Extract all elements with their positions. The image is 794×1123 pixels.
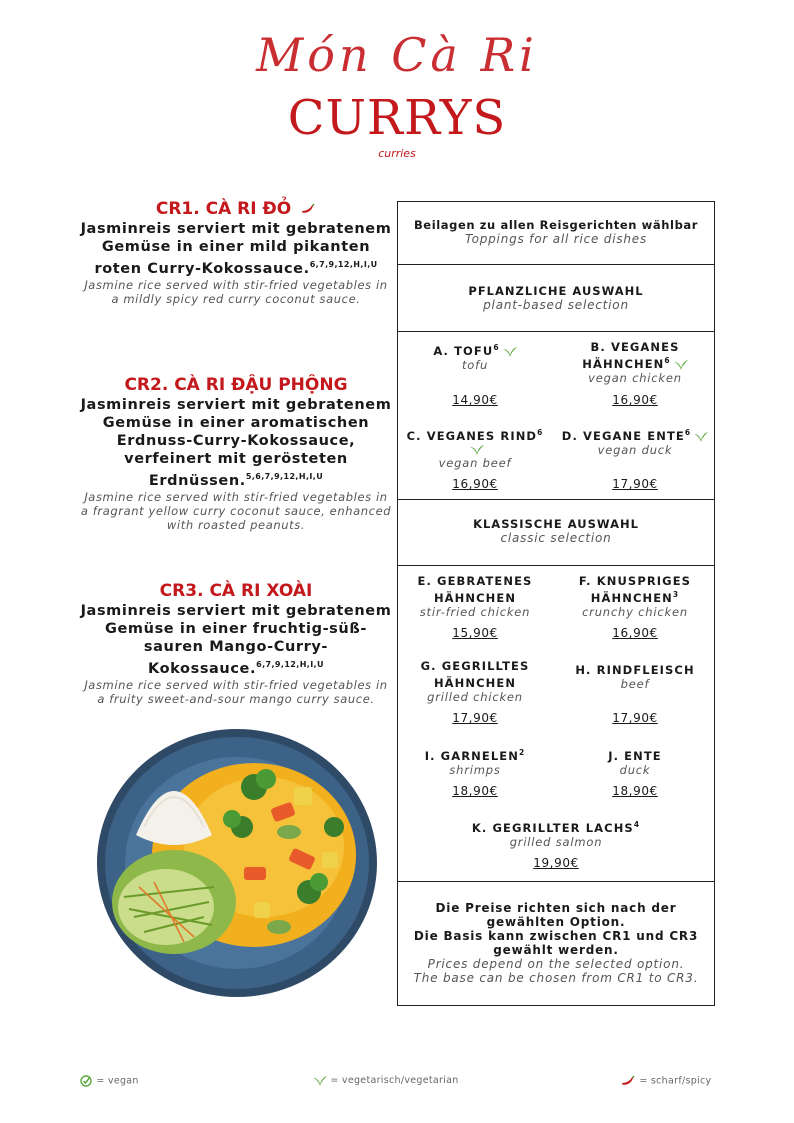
allergen-code: 6 (493, 343, 500, 352)
curry-name: CR2. CÀ RI ĐẬU PHỘNG (124, 375, 348, 395)
topping-price: 16,90€ (452, 477, 498, 491)
vegetarian-icon (503, 347, 517, 357)
section-title: PFLANZLICHE AUSWAHL (468, 284, 644, 298)
topping-name: J. ENTE (608, 749, 662, 763)
topping-item (560, 575, 710, 619)
topping-price: 18,90€ (612, 784, 658, 798)
curry-item (80, 374, 392, 532)
topping-item (560, 746, 710, 777)
curry-description-en: Jasmine rice served with stir-fried vegetables in a mildly spicy red curry coconut sauce. (84, 278, 388, 306)
legend-vegetarian-label: = vegetarisch/vegetarian (330, 1075, 459, 1086)
topping-name-en: grilled salmon (509, 835, 603, 849)
topping-price: 17,90€ (612, 477, 658, 491)
classic-items (398, 566, 714, 882)
legend-spicy-label: = scharf/spicy (639, 1075, 712, 1087)
legend-vegan (80, 1075, 139, 1087)
curry-description-de: Jasminreis serviert mit gebratenem Gemüse in einer aromatischen Erdnuss-Curry-Kokossauce, verfeinert mit gerösteten Erdnüssen. (80, 397, 392, 489)
topping-name-en: tofu (461, 358, 489, 372)
topping-name: A. TOFU (433, 344, 494, 358)
allergen-code: 6 (664, 356, 671, 365)
topping-item (400, 660, 550, 704)
topping-name-en: shrimps (449, 763, 501, 777)
topping-name-en: stir-fried chicken (419, 605, 531, 619)
curry-description-en: Jasmine rice served with stir-fried vegetables in a fruity sweet-and-sour mango curry sauce. (84, 678, 388, 706)
note-en-1: Prices depend on the selected option. (427, 957, 685, 971)
topping-item (560, 426, 710, 457)
topping-name-en: beef (620, 677, 650, 691)
plant-based-items (398, 332, 714, 500)
topping-price: 16,90€ (612, 626, 658, 640)
page-subtitle: curries (378, 147, 416, 160)
topping-name: D. VEGANE ENTE (561, 429, 685, 443)
menu-header (0, 28, 794, 168)
legend-spicy (620, 1075, 711, 1087)
allergen-codes: 6,7,9,12,H,I,U (256, 660, 324, 669)
topping-name-en: grilled chicken (427, 690, 523, 704)
topping-price: 17,90€ (612, 711, 658, 725)
topping-name: C. VEGANES RIND (406, 429, 538, 443)
topping-item (560, 660, 710, 691)
topping-name-en: vegan beef (438, 456, 512, 470)
section-subtitle: plant-based selection (483, 298, 629, 312)
allergen-code: 6 (684, 428, 692, 437)
curry-item (80, 580, 392, 706)
topping-item (560, 341, 710, 385)
topping-price: 17,90€ (452, 711, 498, 725)
price-note (398, 882, 714, 1006)
note-en-2: The base can be chosen from CR1 to CR3. (413, 971, 699, 985)
topping-name: K. GEGRILLTER LACHS (471, 821, 634, 835)
vegan-icon (80, 1075, 93, 1087)
topping-price: 15,90€ (452, 626, 498, 640)
allergen-code: 6 (537, 428, 544, 437)
classic-header (398, 500, 714, 566)
topping-item (400, 575, 550, 619)
topping-name: F. KNUSPRIGES HÄHNCHEN (578, 574, 692, 605)
toppings-title-en: Toppings for all rice dishes (464, 232, 648, 246)
topping-name-en: vegan duck (597, 443, 673, 457)
allergen-codes: 5,6,7,9,12,H,I,U (245, 472, 324, 481)
topping-name: G. GEGRILLTES HÄHNCHEN (420, 659, 530, 690)
topping-price: 19,90€ (533, 856, 579, 870)
curry-name: CR1. CÀ RI ĐỎ (155, 199, 292, 219)
vegetarian-icon (694, 432, 708, 442)
curry-dish-image (94, 727, 380, 999)
legend-vegetarian (313, 1075, 459, 1086)
allergen-code: 4 (633, 820, 641, 829)
topping-item (400, 426, 550, 470)
chili-icon (620, 1075, 636, 1087)
topping-item (456, 818, 656, 849)
topping-name-en: crunchy chicken (582, 605, 688, 619)
topping-price: 14,90€ (452, 393, 498, 407)
toppings-title-de: Beilagen zu allen Reisgerichten wählbar (413, 218, 699, 232)
vegetarian-icon (313, 1076, 327, 1086)
vegetarian-icon (674, 360, 688, 370)
toppings-table (397, 201, 715, 1006)
topping-price: 18,90€ (452, 784, 498, 798)
allergen-code: 3 (672, 590, 680, 599)
curry-description-en: Jasmine rice served with stir-fried vegetables in a fragrant yellow curry coconut sauce, enhanced with roasted peanuts. (80, 490, 392, 532)
topping-name-en: duck (619, 763, 651, 777)
topping-item (400, 341, 550, 372)
toppings-header (398, 202, 714, 265)
allergen-codes: 6,7,9,12,H,I,U (309, 260, 378, 269)
curry-name: CR3. CÀ RI XOÀI (159, 581, 313, 601)
topping-name: I. GARNELEN (424, 749, 519, 763)
page-title: CURRYS (287, 90, 507, 146)
topping-name: B. VEGANES HÄHNCHEN (582, 340, 680, 371)
curry-description-de: Jasminreis serviert mit gebratenem Gemüse in einer fruchtig-süß-sauren Mango-Curry-Kokossauce. (80, 603, 392, 677)
topping-name: E. GEBRATENES HÄHNCHEN (417, 574, 533, 605)
note-de-2: Die Basis kann zwischen CR1 und CR3 gewählt werden. (413, 929, 699, 957)
topping-price: 16,90€ (612, 393, 658, 407)
curry-item (80, 198, 392, 306)
note-de-1: Die Preise richten sich nach der gewählten Option. (435, 901, 677, 929)
topping-name-en: vegan chicken (588, 371, 682, 385)
script-title: Món Cà Ri (256, 28, 538, 82)
topping-name: H. RINDFLEISCH (575, 663, 695, 677)
curry-description-de: Jasminreis serviert mit gebratenem Gemüse in einer mild pikanten roten Curry-Kokossauce. (80, 221, 392, 277)
section-title: KLASSISCHE AUSWAHL (473, 517, 639, 531)
legend-vegan-label: = vegan (96, 1075, 139, 1087)
vegetarian-icon (470, 445, 484, 455)
topping-item (400, 746, 550, 777)
chili-icon (300, 203, 316, 215)
section-subtitle: classic selection (500, 531, 612, 545)
allergen-code: 2 (518, 748, 526, 757)
plant-based-header (398, 265, 714, 332)
